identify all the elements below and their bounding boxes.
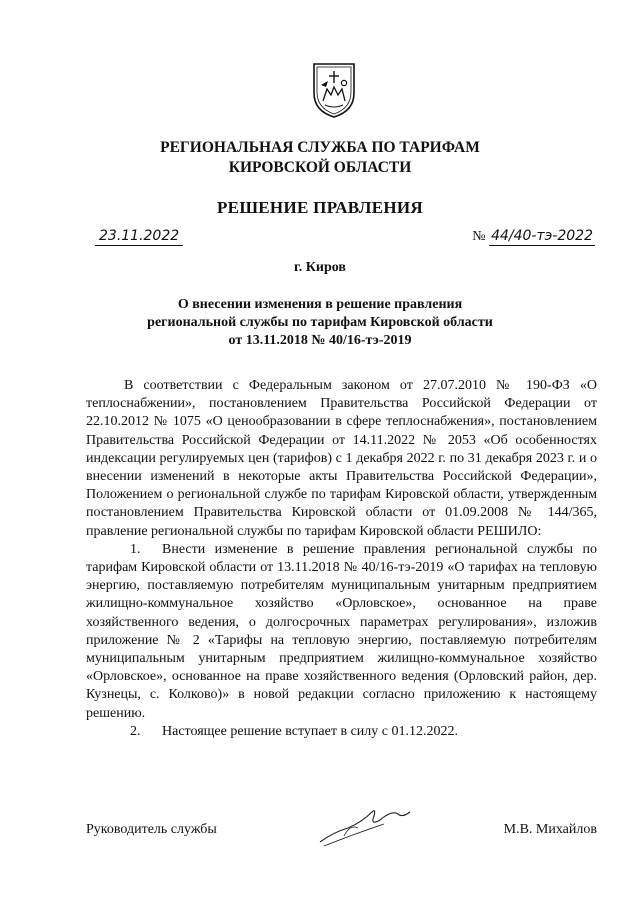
handwritten-signature-icon: [314, 802, 424, 852]
item-number: 1.: [130, 541, 141, 557]
subject-line-2: региональной службы по тарифам Кировской области: [147, 315, 493, 330]
coat-of-arms-icon: [311, 61, 357, 119]
signatory-name: М.В. Михайлов: [503, 822, 597, 837]
date-number-line: [95, 228, 595, 252]
org-line-2: КИРОВСКОЙ ОБЛАСТИ: [228, 159, 412, 176]
document-body: [86, 377, 597, 741]
preamble-paragraph: В соответствии с Федеральным законом от 27.07.2010 № 190-ФЗ «О теплоснабжении», постановлением Правительства Российской Федерации от 22.10.2012 № 1075 «О ценообразовании в сфере теплоснабжения», постановлением Правительства Российской Федерации от 14.11.2022 № 2053 «Об особенностях индексации регулируемых цен (тарифов) с 1 декабря 2022 г. по 31 декабря 2023 г. и о внесении изменений в некоторые акты Правительства Российской Федерации», Положением о региональной службе по тарифам Кировской области, утвержденным постановлением Правительства Кировской области от 01.09.2008 № 144/365, правление региональной службы по тарифам Кировской области РЕШИЛО:: [86, 378, 597, 539]
org-line-1: РЕГИОНАЛЬНАЯ СЛУЖБА ПО ТАРИФАМ: [160, 139, 480, 156]
item-number: 2.: [130, 723, 141, 739]
document-number: [472, 228, 595, 245]
document-date: 23.11.2022: [95, 228, 183, 246]
subject-line-3: от 13.11.2018 № 40/16-тэ-2019: [228, 333, 412, 348]
signature-block: [86, 822, 597, 846]
number-prefix: №: [472, 229, 486, 244]
subject-line-1: О внесении изменения в решение правления: [177, 297, 463, 312]
document-type: РЕШЕНИЕ ПРАВЛЕНИЯ: [217, 198, 423, 217]
number-value: 44/40-тэ-2022: [491, 228, 593, 244]
decision-item-2: [86, 723, 597, 741]
document-subject: [0, 296, 640, 350]
item-text: Настоящее решение вступает в силу с 01.12.2022.: [162, 723, 458, 739]
decision-item-1: [86, 541, 597, 723]
item-text: Внести изменение в решение правления региональной службы по тарифам Кировской области от 13.11.2018 № 40/16-тэ-2019 «О тарифах на тепловую энергию, поставляемую потребителям муниципальным унитарным предприятием жилищно-коммунальное хозяйство «Орловское», основанное на праве хозяйственного ведения, о долгосрочных параметрах регулирования», изложив приложение № 2 «Тарифы на тепловую энергию, поставляемую потребителям муниципальным унитарным предприятием жилищно-коммунальное хозяйство «Орловское», основанное на праве хозяйственного ведения (Орловский район, дер. Кузнецы, с. Колково)» в новой редакции согласно приложению к настоящему решению.: [86, 541, 597, 721]
signatory-position: Руководитель службы: [86, 822, 217, 837]
organization-name: [0, 138, 640, 178]
city: г. Киров: [294, 260, 346, 275]
